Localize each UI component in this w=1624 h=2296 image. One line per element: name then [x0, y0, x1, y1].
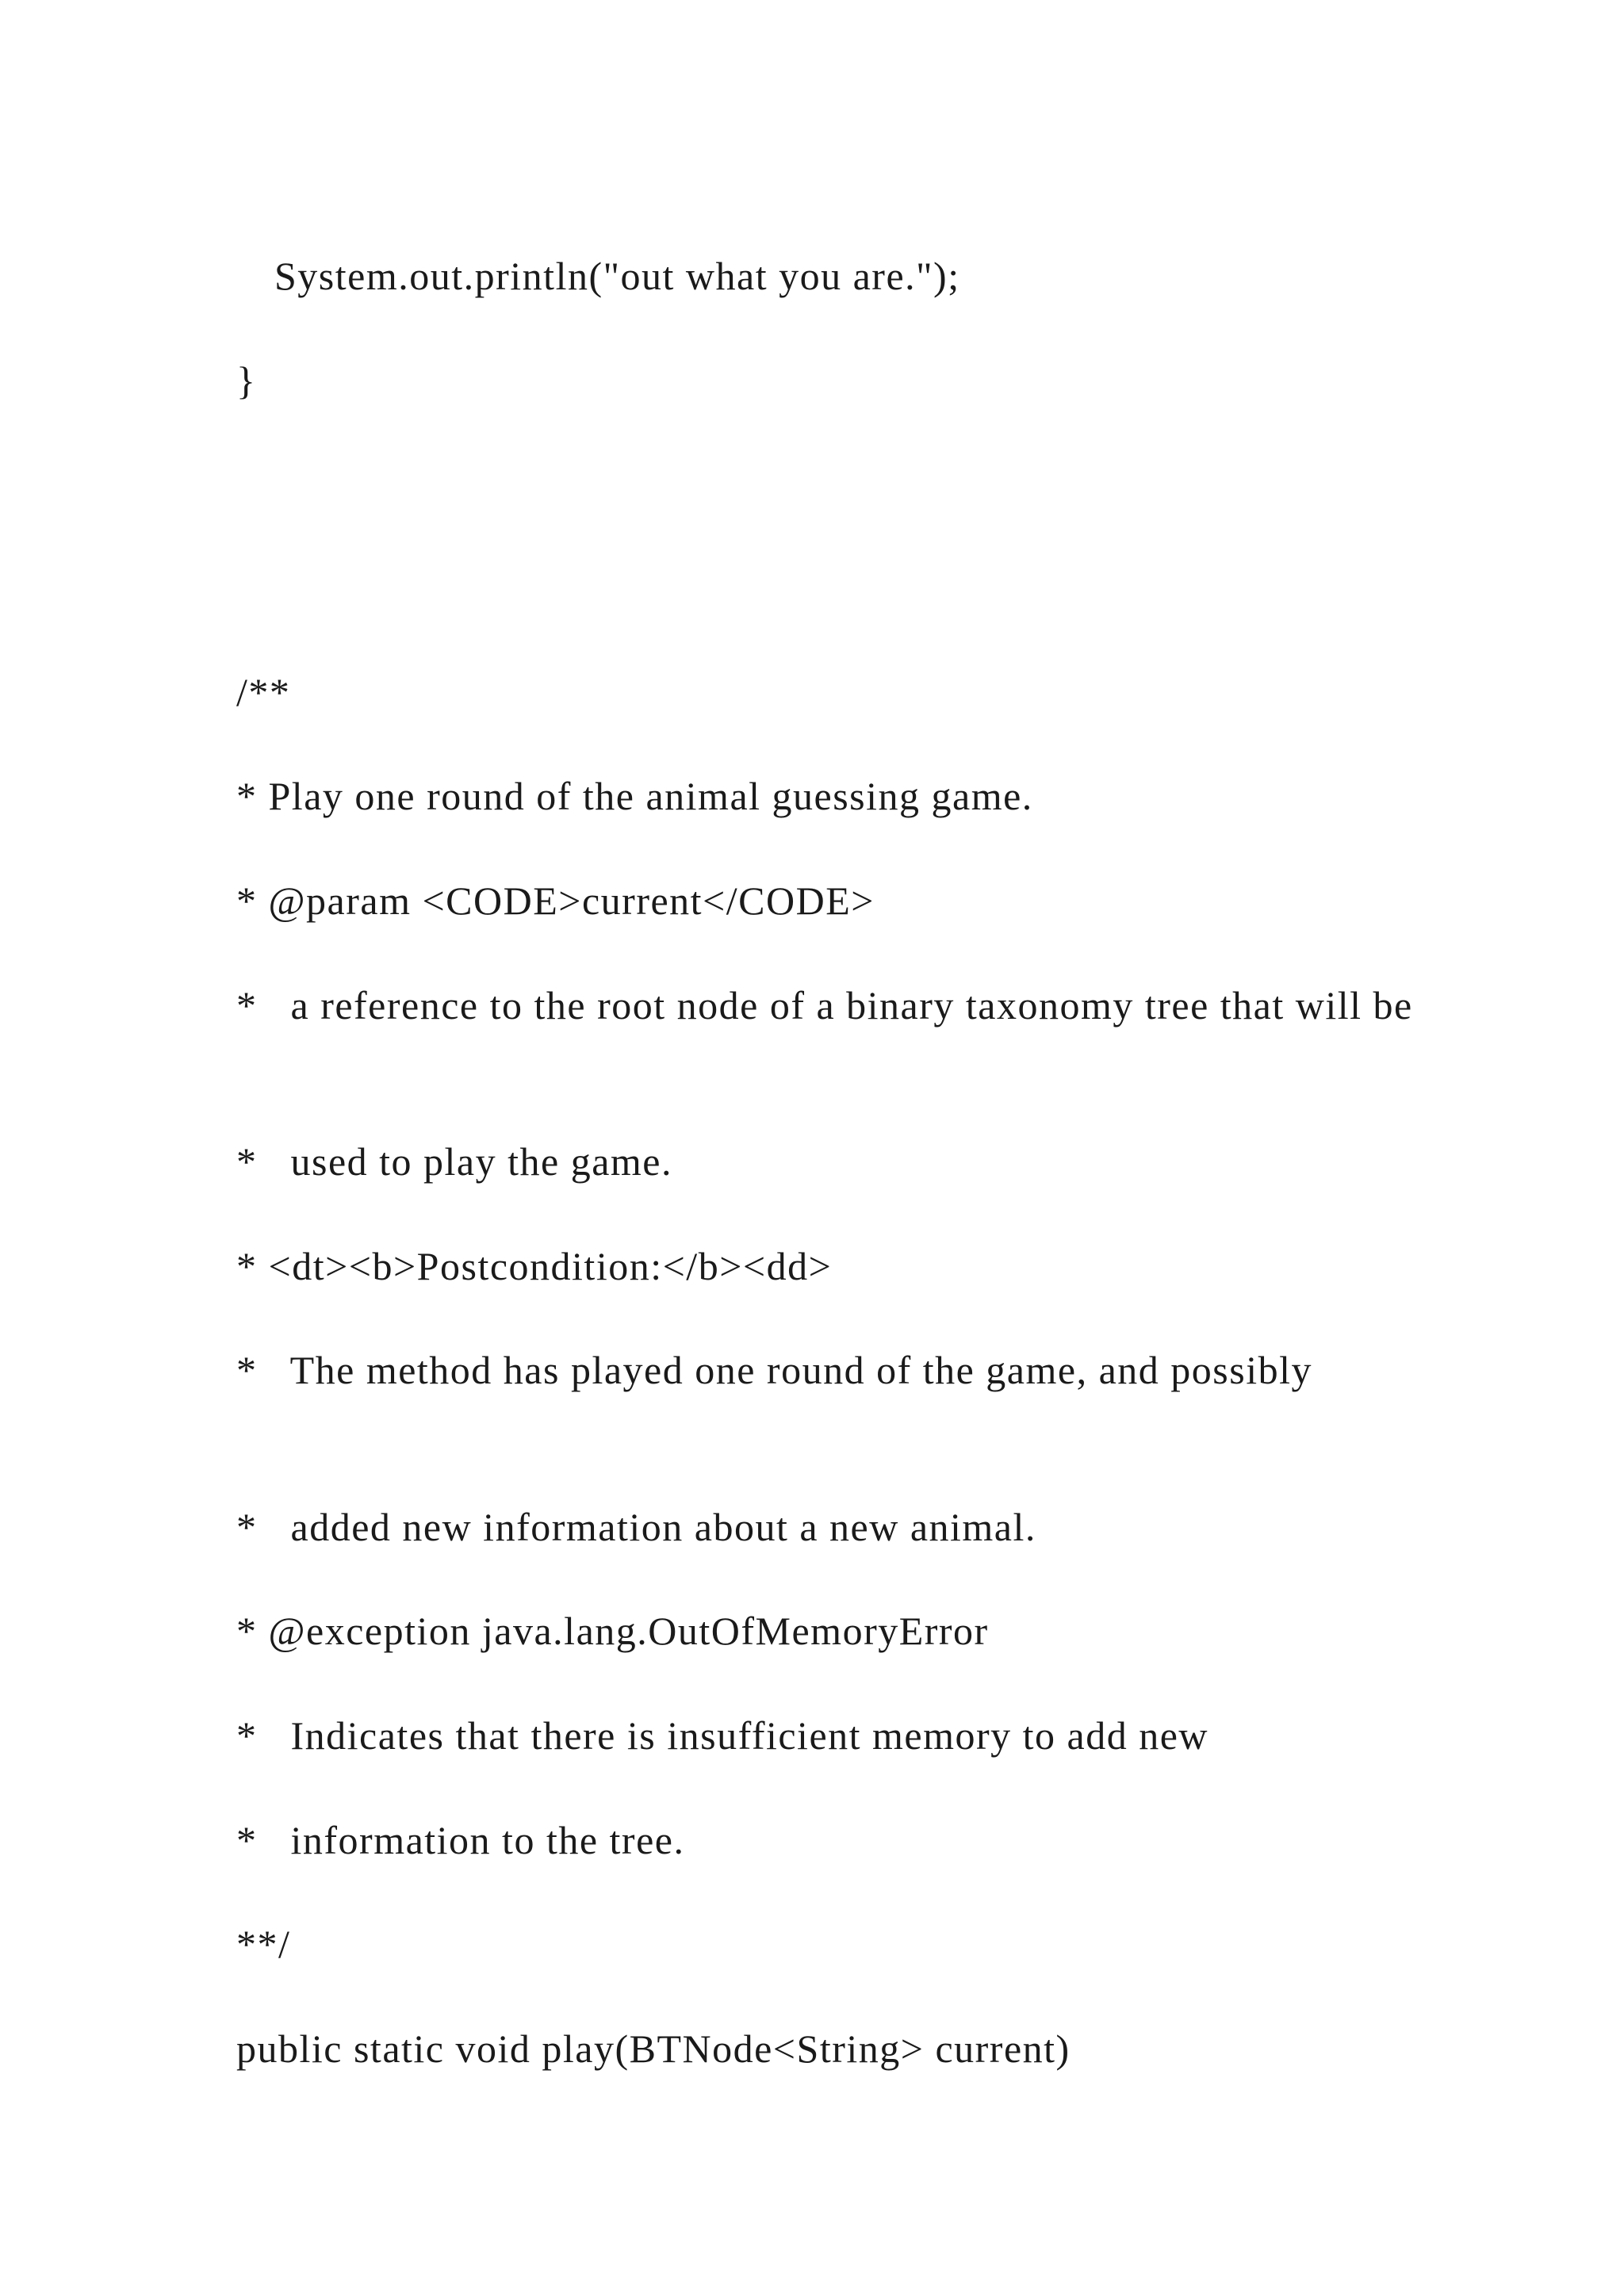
comment-postcondition-tag: * <dt><b>Postcondition:</b><dd> — [236, 1244, 833, 1288]
comment-param-desc-1: * a reference to the root node of a binary taxonomy tree that will be — [236, 983, 1413, 1027]
comment-exception-tag: * @exception java.lang.OutOfMemoryError — [236, 1609, 989, 1653]
code-line-println: System.out.println("out what you are."); — [274, 254, 960, 298]
comment-summary: * Play one round of the animal guessing game. — [236, 774, 1033, 818]
comment-param-desc-2: * used to play the game. — [236, 1139, 672, 1184]
comment-postcondition-desc-2: * added new information about a new animal. — [236, 1505, 1036, 1549]
comment-param-tag: * @param <CODE>current</CODE> — [236, 878, 875, 923]
comment-postcondition-desc-1: * The method has played one round of the game, and possibly — [236, 1348, 1312, 1392]
comment-close: **/ — [236, 1922, 291, 1966]
method-signature: public static void play(BTNode<String> current) — [236, 2026, 1071, 2071]
comment-open: /** — [236, 670, 291, 714]
comment-exception-desc-2: * information to the tree. — [236, 1818, 685, 1862]
code-line-closing-brace: } — [236, 358, 257, 403]
comment-exception-desc-1: * Indicates that there is insufficient memory to add new — [236, 1713, 1209, 1758]
